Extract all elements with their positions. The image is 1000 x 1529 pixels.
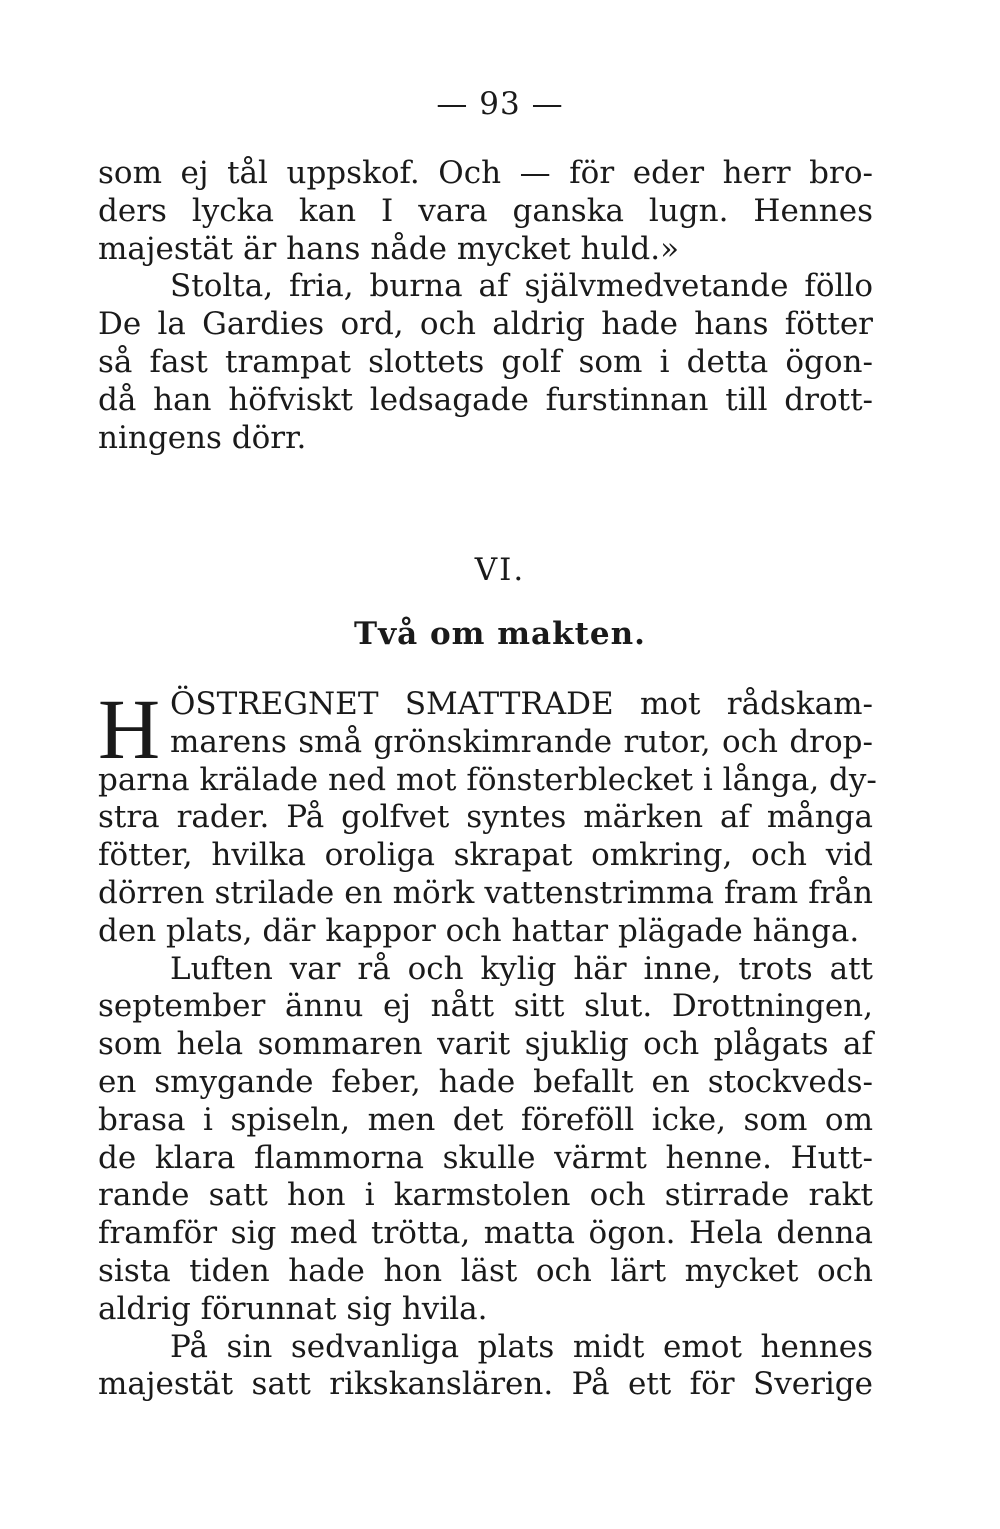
text-line: som ej tål uppskof. Och — för eder herr bro- bbox=[98, 155, 873, 191]
text-line: en smygande feber, hade befallt en stockveds- bbox=[98, 1063, 873, 1100]
chapter-number: VI. bbox=[474, 552, 526, 588]
drop-cap: H bbox=[98, 681, 161, 777]
text-line: Luften var rå och kylig här inne, trots att bbox=[170, 950, 873, 987]
text-line: dörren strilade en mörk vattenstrimma fram från bbox=[98, 874, 873, 911]
text-line: brasa i spiseln, men det föreföll icke, som om bbox=[98, 1101, 873, 1138]
text-line: som hela sommaren varit sjuklig och plågats af bbox=[98, 1026, 873, 1063]
text-line: fötter, hvilka oroliga skrapat omkring, och vid bbox=[98, 837, 873, 874]
text-line: De la Gardies ord, och aldrig hade hans fötter bbox=[98, 306, 873, 343]
text-line: då han höfviskt ledsagade furstinnan till drott- bbox=[98, 381, 873, 418]
text-line: På sin sedvanliga plats midt emot hennes bbox=[170, 1328, 873, 1365]
text-line: parna krälade ned mot fönsterblecket i långa, dy- bbox=[98, 761, 877, 798]
text-line: ders lycka kan I vara ganska lugn. Hennes bbox=[98, 192, 873, 229]
chapter-title: Två om makten. bbox=[354, 616, 646, 652]
text-line: den plats, där kappor och hattar plägade hänga. bbox=[98, 912, 860, 949]
text-line: rande satt hon i karmstolen och stirrade rakt bbox=[98, 1177, 873, 1214]
text-line: Stolta, fria, burna af självmedvetande föllo bbox=[170, 268, 873, 305]
text-line: ÖSTREGNET SMATTRADE mot rådskam- bbox=[170, 686, 873, 722]
text-line: de klara flammorna skulle värmt henne. Hutt- bbox=[98, 1139, 873, 1176]
text-line: marens små grönskimrande rutor, och drop- bbox=[170, 723, 873, 760]
text-line: majestät satt rikskanslären. På ett för Sverige bbox=[98, 1366, 873, 1403]
chapter-body bbox=[98, 761, 877, 1405]
text-line: framför sig med trötta, matta ögon. Hela denna bbox=[98, 1215, 873, 1252]
text-line: sista tiden hade hon läst och lärt mycket och bbox=[98, 1252, 873, 1289]
top-paragraph bbox=[98, 155, 873, 457]
page-number: — 93 — bbox=[436, 86, 564, 122]
opening-lines bbox=[170, 686, 873, 762]
text-line: majestät är hans nåde mycket huld.» bbox=[98, 230, 680, 267]
text-line: stra rader. På golfvet syntes märken af många bbox=[98, 799, 873, 836]
text-line: så fast trampat slottets golf som i detta ögon- bbox=[98, 343, 873, 380]
text-line: ningens dörr. bbox=[98, 419, 307, 456]
text-line: aldrig förunnat sig hvila. bbox=[98, 1290, 488, 1327]
text-line: september ännu ej nått sitt slut. Drottningen, bbox=[98, 988, 873, 1025]
